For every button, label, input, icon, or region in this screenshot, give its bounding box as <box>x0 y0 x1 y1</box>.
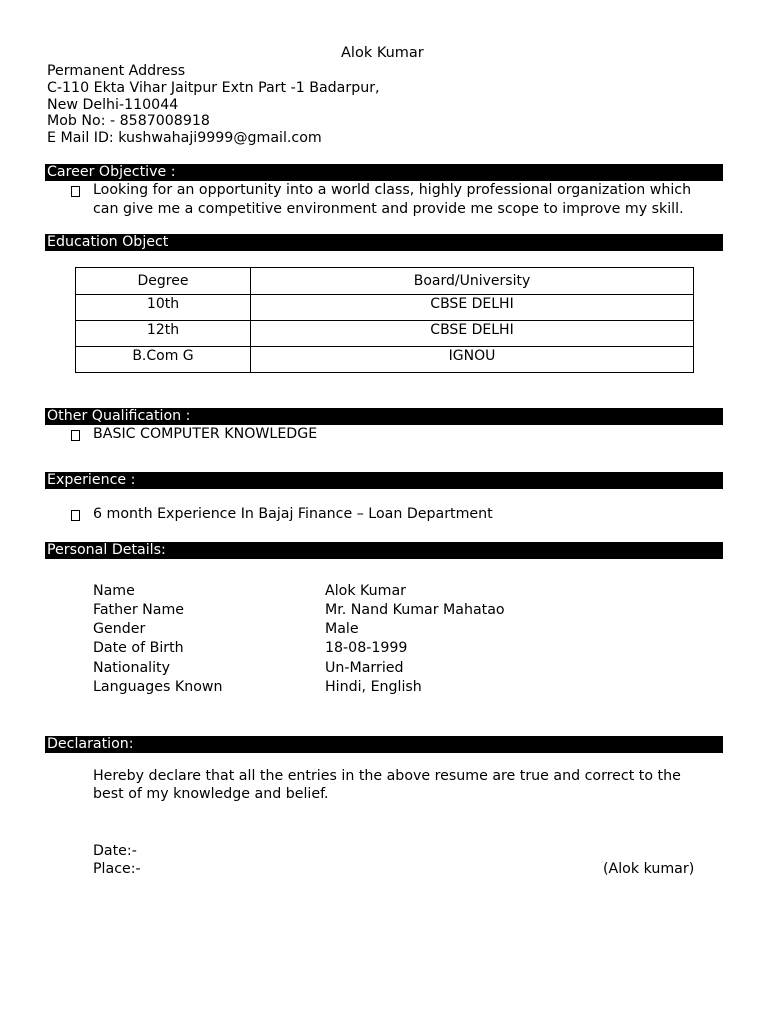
personal-details-heading: Personal Details: <box>45 542 723 559</box>
detail-label-name: Name <box>93 583 135 599</box>
place-label: Place:- <box>93 861 141 877</box>
detail-label-date-of-birth: Date of Birth <box>93 640 184 656</box>
date-label: Date:- <box>93 843 137 859</box>
column-header-board: Board/University <box>251 268 694 295</box>
degree-cell: B.Com G <box>76 347 251 373</box>
address-label: Permanent Address <box>47 63 186 79</box>
declaration-heading: Declaration: <box>45 736 723 753</box>
detail-label-father-name: Father Name <box>93 602 185 618</box>
table-header-row <box>76 268 694 295</box>
declaration-line-1: Hereby declare that all the entries in the above resume are true and correct to the <box>93 768 681 784</box>
bullet-box-icon <box>71 186 80 197</box>
degree-cell: 10th <box>76 295 251 321</box>
candidate-name: Alok Kumar <box>341 45 424 61</box>
career-objective-heading: Career Objective : <box>45 164 723 181</box>
detail-value-father-name: Mr. Nand Kumar Mahatao <box>325 602 505 618</box>
detail-value-gender: Male <box>325 621 359 637</box>
detail-value-nationality: Un-Married <box>325 660 404 676</box>
detail-value-name: Alok Kumar <box>325 583 406 599</box>
board-cell: IGNOU <box>251 347 694 373</box>
address-line-1: C-110 Ekta Vihar Jaitpur Extn Part -1 Badarpur, <box>47 80 380 96</box>
table-row <box>76 295 694 321</box>
bullet-box-icon <box>71 510 80 521</box>
email-address: E Mail ID: kushwahaji9999@gmail.com <box>47 130 322 146</box>
bullet-box-icon <box>71 430 80 441</box>
education-table <box>75 267 694 373</box>
experience-item: 6 month Experience In Bajaj Finance – Loan Department <box>93 506 493 522</box>
table-row <box>76 347 694 373</box>
experience-heading: Experience : <box>45 472 723 489</box>
address-line-2: New Delhi-110044 <box>47 97 179 113</box>
detail-value-languages: Hindi, English <box>325 679 422 695</box>
other-qualification-item: BASIC COMPUTER KNOWLEDGE <box>93 426 318 442</box>
degree-cell: 12th <box>76 321 251 347</box>
career-objective-line-2: can give me a competitive environment and provide me scope to improve my skill. <box>93 201 684 217</box>
detail-label-gender: Gender <box>93 621 146 637</box>
education-heading: Education Object <box>45 234 723 251</box>
board-cell: CBSE DELHI <box>251 295 694 321</box>
board-cell: CBSE DELHI <box>251 321 694 347</box>
detail-value-date-of-birth: 18-08-1999 <box>325 640 408 656</box>
mobile-number: Mob No: - 8587008918 <box>47 113 210 129</box>
detail-label-nationality: Nationality <box>93 660 171 676</box>
column-header-degree: Degree <box>76 268 251 295</box>
signature-name: (Alok kumar) <box>603 861 695 877</box>
table-row <box>76 321 694 347</box>
detail-label-languages: Languages Known <box>93 679 223 695</box>
career-objective-line-1: Looking for an opportunity into a world class, highly professional organization which <box>93 182 692 198</box>
other-qualification-heading: Other Qualification : <box>45 408 723 425</box>
declaration-line-2: best of my knowledge and belief. <box>93 786 329 802</box>
